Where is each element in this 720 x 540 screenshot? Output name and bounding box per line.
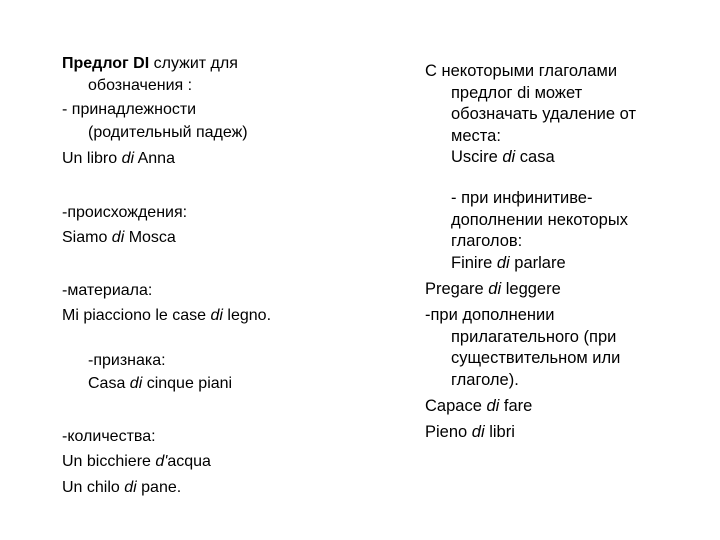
text-line: (родительный падеж) bbox=[88, 124, 248, 141]
text-line: обозначать удаление от bbox=[451, 105, 637, 123]
example-line: Finire di parlare bbox=[451, 254, 566, 272]
example-line: Pregare di leggere bbox=[425, 280, 561, 298]
text-line: глаголов: bbox=[451, 232, 523, 250]
text-line: предлог di может bbox=[451, 84, 583, 102]
preposition-heading: Предлог DI bbox=[62, 55, 150, 72]
text-line: -признака: bbox=[88, 352, 166, 369]
text-line: -материала: bbox=[62, 282, 153, 299]
example-line: Un chilo di pane. bbox=[62, 479, 182, 496]
text-line: глаголе). bbox=[451, 371, 519, 389]
text-line: дополнении некоторых bbox=[451, 211, 628, 229]
example-line: Pieno di libri bbox=[425, 423, 515, 441]
text-line: прилагательного (при bbox=[451, 328, 617, 346]
text-line: места: bbox=[451, 127, 501, 145]
example-line: Un bicchiere d'acqua bbox=[62, 453, 211, 470]
text-line: - при инфинитиве- bbox=[451, 189, 593, 207]
example-line: Mi piacciono le case di legno. bbox=[62, 307, 272, 324]
example-line: Siamo di Mosca bbox=[62, 229, 176, 246]
example-line: Casa di cinque piani bbox=[88, 375, 233, 392]
example-line: Capace di fare bbox=[425, 397, 533, 415]
text-line: С некоторыми глаголами bbox=[425, 62, 618, 80]
text-line: -количества: bbox=[62, 428, 156, 445]
text-line: -происхождения: bbox=[62, 204, 188, 221]
text-line: Предлог DI служит для bbox=[62, 55, 238, 72]
example-line: Un libro di Anna bbox=[62, 150, 175, 167]
text-line: существительном или bbox=[451, 349, 621, 367]
text-line: обозначения : bbox=[88, 77, 193, 94]
example-line: Uscire di casa bbox=[451, 148, 555, 166]
text-line: -при дополнении bbox=[425, 306, 555, 324]
text-line: - принадлежности bbox=[62, 101, 197, 118]
